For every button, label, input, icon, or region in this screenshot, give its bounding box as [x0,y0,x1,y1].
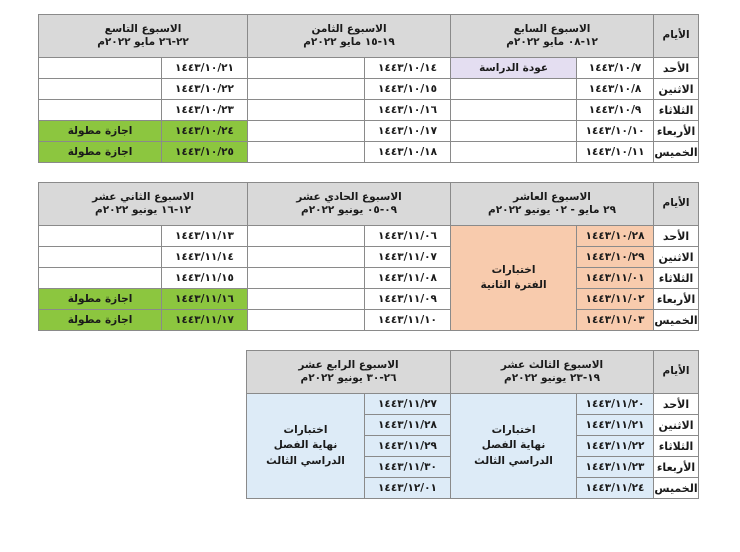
date-cell: ١٤٤٣/١١/٣٠ [365,457,451,478]
week-title: الاسبوع الثامن [311,22,387,35]
note-cell [451,121,577,142]
day-cell: الاثنين [654,247,699,268]
week-header [248,183,451,226]
note-cell [39,58,162,79]
week-range: ٢٩ مايو - ٠٢ يونيو ٢٠٢٢م [488,204,616,216]
day-cell: الأربعاء [654,289,699,310]
exam-label: اختبارات [283,424,328,437]
note-cell [39,226,162,247]
note-cell [248,142,365,163]
date-cell: ١٤٤٣/١١/١٧ [162,310,248,331]
days-header: الأيام [654,351,699,394]
week-header [39,15,248,58]
week-title: الاسبوع السابع [513,22,591,35]
date-cell: ١٤٤٣/١١/٠٧ [365,247,451,268]
table-row [247,394,699,415]
note-cell [248,310,365,331]
day-cell: الأحد [654,58,699,79]
exam-period-cell [451,226,577,331]
note-cell [248,226,365,247]
note-cell [39,79,162,100]
day-cell: الثلاثاء [654,268,699,289]
date-cell: ١٤٤٣/١١/٢٧ [365,394,451,415]
date-cell: ١٤٤٣/١٠/٧ [577,58,654,79]
final-exams-cell [247,394,365,499]
date-cell: ١٤٤٣/١٠/٢٤ [162,121,248,142]
date-cell: ١٤٤٣/١١/٢٩ [365,436,451,457]
table-row [39,268,699,289]
table-row [39,58,699,79]
date-cell: ١٤٤٣/١١/٢٤ [577,478,654,499]
date-cell: ١٤٤٣/١٠/٩ [577,100,654,121]
date-cell: ١٤٤٣/١١/٢٢ [577,436,654,457]
date-cell: ١٤٤٣/١١/٠١ [577,268,654,289]
table-row [39,100,699,121]
note-cell [248,247,365,268]
table-row [39,310,699,331]
week-range: ١٢-١٦ يونيو ٢٠٢٢م [95,204,192,216]
week-range: ٢٢-٢٦ مايو ٢٠٢٢م [97,36,189,48]
note-cell [248,268,365,289]
date-cell: ١٤٤٣/١١/١٤ [162,247,248,268]
day-cell: الاثنين [654,415,699,436]
week-title: الاسبوع الرابع عشر [298,358,399,371]
week-header [451,351,654,394]
week-title: الاسبوع الثاني عشر [92,190,194,203]
day-cell: الاثنين [654,79,699,100]
note-cell [451,142,577,163]
date-cell: ١٤٤٣/١٠/٢٩ [577,247,654,268]
date-cell: ١٤٤٣/١١/٢٠ [577,394,654,415]
date-cell: ١٤٤٣/١٠/٢٨ [577,226,654,247]
exam-label: نهاية الفصل [273,439,338,452]
date-cell: ١٤٤٣/١٠/١٦ [365,100,451,121]
note-cell [451,79,577,100]
note-cell [248,79,365,100]
week-header [451,15,654,58]
date-cell: ١٤٤٣/١٠/٢٥ [162,142,248,163]
date-cell: ١٤٤٣/١١/٢١ [577,415,654,436]
week-title: الاسبوع الثالث عشر [500,358,604,371]
holiday-cell: اجازة مطولة [39,289,162,310]
date-cell: ١٤٤٣/١١/٢٣ [577,457,654,478]
days-header: الأيام [654,15,699,58]
date-cell: ١٤٤٣/١٠/١١ [577,142,654,163]
day-cell: الأربعاء [654,121,699,142]
week-title: الاسبوع التاسع [104,22,182,35]
note-cell [39,268,162,289]
week-header [248,15,451,58]
schedule-table-weeks-13-14 [246,350,699,499]
exam-label: نهاية الفصل [481,439,546,452]
week-range: ٢٦-٣٠ يونيو ٢٠٢٢م [300,372,397,384]
week-title: الاسبوع الحادي عشر [296,190,402,203]
note-cell: عودة الدراسة [451,58,577,79]
final-exams-cell [451,394,577,499]
note-cell [248,58,365,79]
days-header: الأيام [654,183,699,226]
note-cell [248,100,365,121]
holiday-cell: اجازة مطولة [39,142,162,163]
date-cell: ١٤٤٣/١٠/٨ [577,79,654,100]
exam-label: الدراسي الثالث [266,454,345,467]
week-header [451,183,654,226]
week-range: ١٩-٢٣ يونيو ٢٠٢٢م [504,372,601,384]
schedule-table-weeks-7-9 [38,14,699,163]
date-cell: ١٤٤٣/١١/٠٢ [577,289,654,310]
date-cell: ١٤٤٣/١٢/٠١ [365,478,451,499]
date-cell: ١٤٤٣/١١/١٥ [162,268,248,289]
day-cell: الأحد [654,394,699,415]
day-cell: الخميس [654,142,699,163]
week-range: ٠٩-٠٥ يونيو ٢٠٢٢م [301,204,398,216]
day-cell: الأحد [654,226,699,247]
week-title: الاسبوع العاشر [513,190,591,203]
day-cell: الثلاثاء [654,100,699,121]
table-row [39,226,699,247]
note-cell [248,121,365,142]
date-cell: ١٤٤٣/١٠/٢١ [162,58,248,79]
table-row [39,289,699,310]
exam-label: الدراسي الثالث [474,454,553,467]
table-row [39,121,699,142]
note-cell [451,100,577,121]
date-cell: ١٤٤٣/١٠/١٠ [577,121,654,142]
week-range: ١٩-١٥ مايو ٢٠٢٢م [303,36,395,48]
date-cell: ١٤٤٣/١٠/١٨ [365,142,451,163]
date-cell: ١٤٤٣/١١/١٠ [365,310,451,331]
note-cell [39,100,162,121]
holiday-cell: اجازة مطولة [39,121,162,142]
date-cell: ١٤٤٣/١٠/١٥ [365,79,451,100]
date-cell: ١٤٤٣/١٠/٢٣ [162,100,248,121]
note-cell [248,289,365,310]
table-row [39,247,699,268]
date-cell: ١٤٤٣/١١/١٣ [162,226,248,247]
exam-label: الفترة الثانية [480,279,547,291]
date-cell: ١٤٤٣/١١/٠٩ [365,289,451,310]
table-row [39,142,699,163]
date-cell: ١٤٤٣/١٠/١٧ [365,121,451,142]
day-cell: الأربعاء [654,457,699,478]
week-header [247,351,451,394]
week-header [39,183,248,226]
exam-label: اختبارات [491,424,536,437]
exam-label: اختبارات [491,263,536,276]
date-cell: ١٤٤٣/١١/٠٦ [365,226,451,247]
holiday-cell: اجازة مطولة [39,310,162,331]
date-cell: ١٤٤٣/١١/٠٨ [365,268,451,289]
day-cell: الخميس [654,478,699,499]
day-cell: الخميس [654,310,699,331]
date-cell: ١٤٤٣/١١/٢٨ [365,415,451,436]
date-cell: ١٤٤٣/١١/٠٣ [577,310,654,331]
table-row [39,79,699,100]
note-cell [39,247,162,268]
date-cell: ١٤٤٣/١٠/١٤ [365,58,451,79]
day-cell: الثلاثاء [654,436,699,457]
schedule-table-weeks-10-12 [38,182,699,331]
date-cell: ١٤٤٣/١٠/٢٢ [162,79,248,100]
date-cell: ١٤٤٣/١١/١٦ [162,289,248,310]
week-range: ١٢-٠٨ مايو ٢٠٢٢م [506,36,598,48]
